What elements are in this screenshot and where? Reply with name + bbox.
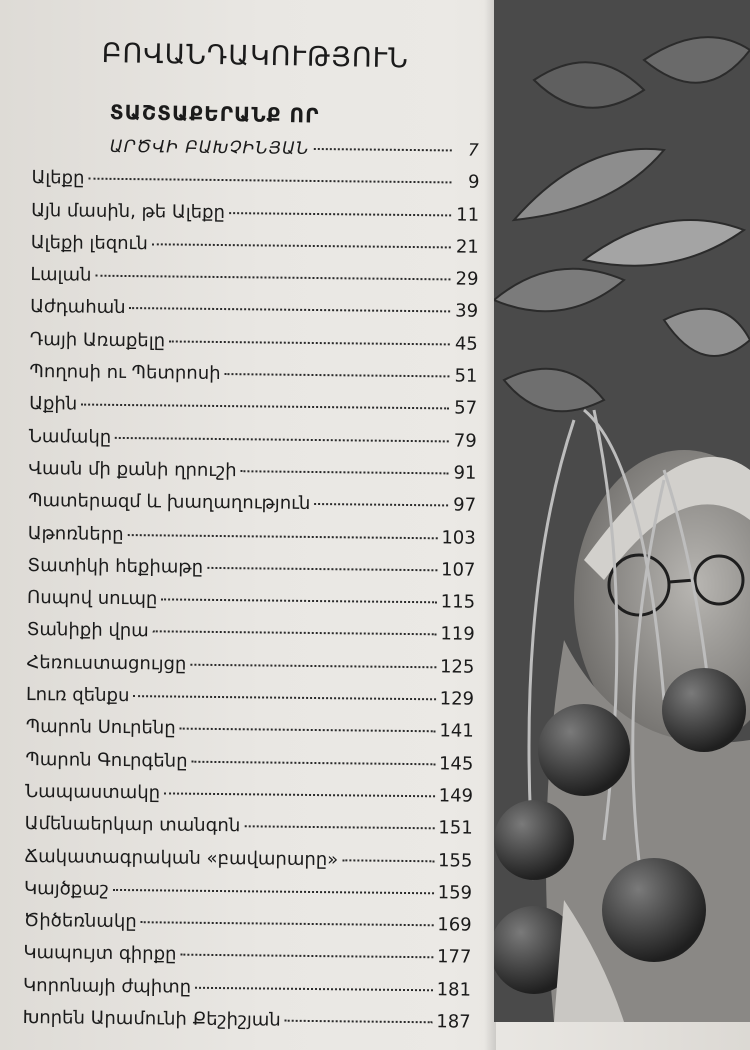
toc-entry-label: Հեռուստացույցը (26, 651, 187, 675)
toc-entry (21, 937, 471, 974)
toc-entry-page: 115 (440, 591, 476, 613)
toc-entry (25, 550, 475, 587)
toc-entry-page: 155 (437, 849, 473, 872)
toc-entry-label: Ոսպով սուպը (26, 587, 158, 610)
toc-entry (29, 162, 479, 199)
dot-leader (195, 985, 433, 990)
toc-entry (23, 808, 473, 845)
toc-entry-page: 181 (436, 979, 472, 1001)
dot-leader (180, 953, 433, 959)
dot-leader (153, 630, 437, 636)
toc-entry (24, 647, 474, 684)
toc-entry-label: Ծիծեռնակը (23, 910, 137, 933)
dot-leader (128, 533, 438, 539)
toc-entry-page: 149 (438, 785, 474, 807)
dot-leader (133, 694, 435, 700)
dot-leader (169, 339, 450, 345)
toc-entry (23, 776, 473, 813)
dot-leader (192, 759, 436, 765)
toc-author-row (30, 130, 480, 167)
dot-leader (141, 920, 434, 926)
toc-entry (28, 291, 478, 328)
toc-entry (26, 485, 476, 522)
page-title: ԲՈՎԱՆԴԱԿՈՒԹՅՈՒՆ (101, 38, 410, 75)
toc-entry-label: Պատերազմ և խաղաղություն (28, 490, 311, 515)
dot-leader (285, 1019, 433, 1024)
toc-entry-page: 11 (456, 204, 480, 226)
dot-leader (244, 825, 434, 830)
dot-leader (130, 307, 451, 313)
toc-entry-label: Աքին (29, 393, 78, 415)
toc-entry (21, 970, 471, 1007)
toc-entry (27, 356, 477, 393)
toc-entry-label: Ալեքը (31, 167, 85, 189)
toc-entry-page: 97 (453, 494, 477, 516)
toc-entry-page: 39 (455, 300, 479, 323)
toc-entry (26, 518, 476, 555)
dot-leader (161, 598, 436, 604)
dot-leader (95, 274, 450, 281)
toc-entry-label: Կորոնայի ժպիտը (22, 974, 192, 998)
dot-leader (207, 566, 437, 571)
toc-entry-page: 177 (436, 946, 472, 969)
toc-entry (25, 614, 475, 651)
toc-entry (24, 679, 474, 716)
dot-leader (81, 403, 449, 410)
toc-entry-label: Ճակատագրական «բավարարը» (24, 845, 339, 870)
dot-leader (313, 147, 451, 151)
toc-entry-label: Աթոռները (27, 522, 124, 545)
toc-entry-page: 79 (453, 430, 477, 452)
dot-leader (88, 177, 451, 184)
toc-entry-label: Այն մասին, թե Ալեքը (31, 199, 226, 223)
toc-entry-page: 159 (437, 882, 473, 904)
dot-leader (164, 791, 435, 797)
toc-entry-label: Ալեքի լեզուն (30, 231, 148, 255)
toc-entry-page: 107 (440, 559, 476, 581)
toc-entry-label: Պողոսի ու Պետրոսի (29, 361, 221, 385)
toc-entry-page: 29 (455, 268, 479, 290)
dot-leader (342, 858, 434, 862)
toc-entry-label: Խորեն Արամունի Քեշիշյան (22, 1006, 281, 1031)
photo-illustration (494, 0, 750, 1022)
toc-entry (27, 421, 477, 458)
toc-entry (29, 227, 479, 264)
toc-entry-label: Լալան (30, 264, 92, 286)
toc-entry (22, 840, 472, 877)
toc-entry-page: 129 (439, 688, 475, 710)
toc-entry (25, 582, 475, 619)
toc-entry-label: Նապաստակը (24, 780, 161, 804)
dot-leader (180, 727, 436, 733)
toc-entry-page: 145 (438, 752, 474, 775)
dot-leader (190, 662, 436, 668)
toc-entry-page: 119 (440, 623, 475, 646)
toc-entry-label: Տանիքի վրա (26, 619, 149, 642)
section-heading: ՏԱՇՏԱՔԵՐԱՆՔ ՈՐ (109, 100, 320, 128)
toc-entry-page: 9 (467, 171, 480, 194)
toc-entry-label: Կապույտ գիրքը (23, 942, 177, 966)
toc-entry (26, 453, 476, 490)
toc-entry-label: Տատիկի հեքիաթը (27, 554, 204, 578)
toc-entry (21, 1002, 471, 1039)
toc-entry-label: Կայծքաշ (23, 877, 109, 900)
toc-entry-label: Նամակը (28, 425, 112, 448)
toc-author-label: ԱՐԾՎԻ ԲԱԽՉԻՆՅԱՆ (109, 136, 310, 159)
toc-entry-page: 125 (439, 656, 475, 678)
toc-entry-label: Լուռ զենքս (25, 684, 130, 707)
dot-leader (241, 469, 449, 474)
dot-leader (314, 502, 448, 506)
toc-list (21, 130, 480, 1039)
toc-entry-label: Դայի Առաքելը (29, 328, 166, 352)
toc-entry (22, 905, 472, 942)
toc-entry (27, 388, 477, 425)
cover-photo (494, 0, 750, 1022)
dot-leader (225, 372, 450, 377)
dot-leader (113, 888, 434, 894)
toc-entry (24, 711, 474, 748)
toc-entry (22, 873, 472, 910)
toc-entry-page: 151 (438, 817, 473, 839)
toc-entry (29, 195, 479, 232)
toc-entry-page: 45 (454, 333, 478, 355)
toc-entry-page: 91 (453, 462, 477, 484)
dot-leader (229, 211, 451, 216)
toc-entry (28, 324, 478, 361)
toc-entry-page: 57 (454, 397, 478, 420)
toc-entry-page: 103 (441, 526, 476, 549)
toc-entry-label: Աժդահան (30, 296, 126, 319)
toc-author-page: 7 (467, 140, 480, 161)
toc-entry-page: 21 (455, 236, 479, 258)
toc-entry (28, 259, 478, 296)
dot-leader (152, 242, 451, 248)
toc-entry-page: 187 (436, 1011, 471, 1033)
toc-entry-label: Պարոն Գուրգենը (25, 748, 188, 772)
toc-entry-label: Ամենաերկար տանգոն (24, 813, 241, 837)
toc-entry-label: Պարոն Սուրենը (25, 716, 176, 739)
toc-entry-page: 169 (437, 914, 472, 936)
toc-entry (23, 744, 473, 781)
dot-leader (115, 436, 449, 442)
toc-entry-page: 141 (439, 720, 474, 743)
toc-entry-label: Վասն մի քանի ղրուշի (28, 457, 237, 482)
toc-entry-page: 51 (454, 365, 478, 387)
